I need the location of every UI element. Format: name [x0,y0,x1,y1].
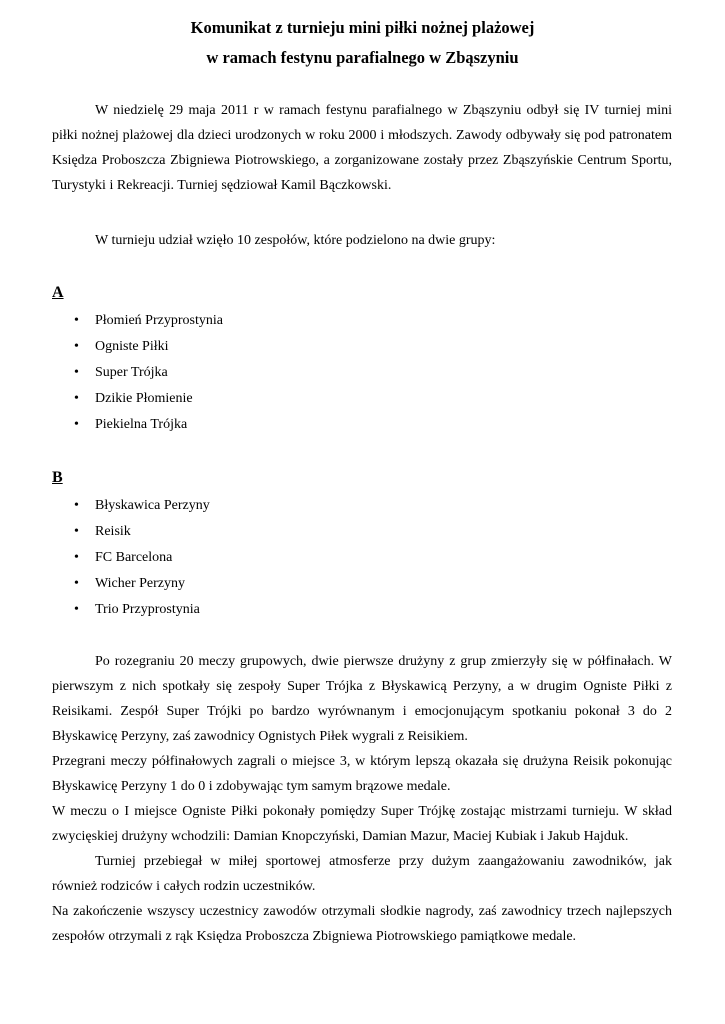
document-title-line-2: w ramach festynu parafialnego w Zbąszyniu [206,48,519,67]
prizes-paragraph: Na zakończenie wszyscy uczestnicy zawodów otrzymali słodkie nagrody, zaś zawodnicy trzech najlepszych zespołów otrzymali z rąk Księdza Proboszcza Zbigniewa Piotrowskiego pamiątkowe medale. [52,904,672,944]
group-b-heading: B [52,469,63,486]
team-name: Trio Przyprostynia [95,602,200,617]
list-item [52,571,210,597]
list-item [52,597,210,623]
team-name: Piekielna Trójka [95,417,188,432]
third-place-paragraph: Przegrani meczy półfinałowych zagrali o miejsce 3, w którym lepszą okazała się drużyna Reisik pokonując Błyskawicę Perzyny 1 do 0 i zdobywając tym samym brązowe medale. [52,754,672,794]
team-name: Dzikie Płomienie [95,391,193,406]
bullet-icon: • [74,339,79,354]
document-title-line-1: Komunikat z turnieju mini piłki nożnej plażowej [190,18,535,37]
bullet-icon: • [74,417,79,432]
semifinals-paragraph: Po rozegraniu 20 meczy grupowych, dwie pierwsze drużyny z grup zmierzyły się w półfinałach. W pierwszym z nich spotkały się zespoły Super Trójka z Błyskawicą Perzyny, a w drugim Ogniste Piłki z Reisikami. Zespół Super Trójki po bardzo wyrównanym i emocjonującym spotkaniu pokonał 3 do 2 Błyskawicę Perzyny, zaś zawodnicy Ognistych Piłek wygrali z Reisikiem. [52,654,672,744]
team-name: Ogniste Piłki [95,339,169,354]
team-name: Super Trójka [95,365,168,380]
intro-paragraph: W niedzielę 29 maja 2011 r w ramach festynu parafialnego w Zbąszyniu odbył się IV turniej mini piłki nożnej plażowej dla dzieci urodzonych w roku 2000 i młodszych. Zawody odbywały się pod patronatem Księdza Proboszcza Zbigniewa Piotrowskiego, a zorganizowane zostały przez Zbąszyńskie Centrum Sportu, Turystyki i Rekreacji. Turniej sędziował Kamil Bączkowski. [52,103,672,193]
bullet-icon: • [74,524,79,539]
team-name: FC Barcelona [95,550,173,565]
list-item [52,360,223,386]
list-item [52,386,223,412]
bullet-icon: • [74,550,79,565]
atmosphere-paragraph: Turniej przebiegał w miłej sportowej atmosferze przy dużym zaangażowaniu zawodników, jak również rodziców i całych rodzin uczestników. [52,854,672,894]
bullet-icon: • [74,602,79,617]
bullet-icon: • [74,365,79,380]
bullet-icon: • [74,498,79,513]
list-item [52,334,223,360]
teams-intro-paragraph: W turnieju udział wzięło 10 zespołów, które podzielono na dwie grupy: [95,233,496,248]
bullet-icon: • [74,576,79,591]
group-b-team-list [52,493,210,623]
bullet-icon: • [74,313,79,328]
team-name: Błyskawica Perzyny [95,498,210,513]
list-item [52,519,210,545]
list-item [52,545,210,571]
final-paragraph: W meczu o I miejsce Ogniste Piłki pokonały pomiędzy Super Trójkę zostając mistrzami turnieju. W skład zwycięskiej drużyny wchodzili: Damian Knopczyński, Damian Mazur, Maciej Kubiak i Jakub Hajduk. [52,804,672,844]
list-item [52,493,210,519]
list-item [52,412,223,438]
group-a-heading: A [52,284,64,301]
team-name: Wicher Perzyny [95,576,186,591]
team-name: Płomień Przyprostynia [95,313,223,328]
group-a-team-list [52,308,223,438]
list-item [52,308,223,334]
bullet-icon: • [74,391,79,406]
team-name: Reisik [95,524,131,539]
